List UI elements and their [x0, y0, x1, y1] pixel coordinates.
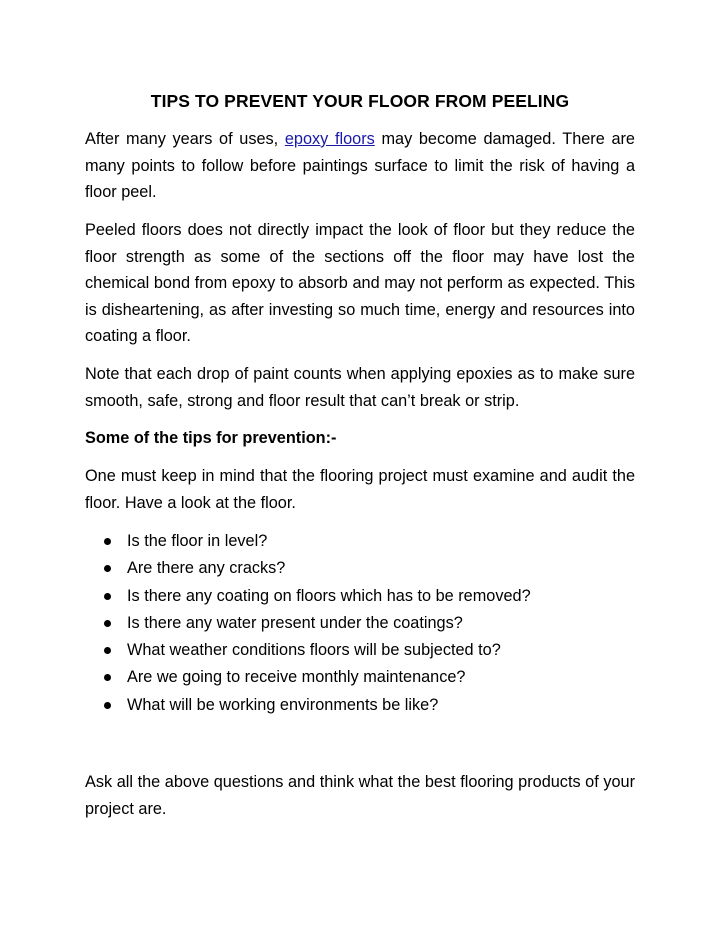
bullet-icon [104, 565, 111, 572]
bullet-icon [104, 593, 111, 600]
examine-floor-paragraph: One must keep in mind that the flooring project must examine and audit the floor. Have a look at the floor. [85, 467, 635, 512]
tips-subheading: Some of the tips for prevention:- [85, 429, 337, 447]
intro-text-end: may become damaged. There are many points to follow before paintings surface to limit the risk of having a floor peel. [85, 130, 635, 201]
bullet-icon [104, 702, 111, 709]
list-item [85, 555, 531, 582]
intro-paragraph [85, 126, 635, 206]
bullet-icon [104, 538, 111, 545]
closing-paragraph: Ask all the above questions and think what the best flooring products of your project are. [85, 773, 635, 818]
list-item [85, 664, 531, 691]
list-item [85, 528, 531, 555]
peeled-floors-paragraph: Peeled floors does not directly impact the look of floor but they reduce the floor strength as some of the sections off the floor may have lost the chemical bond from epoxy to absorb and may not perform as expected. This is disheartening, as after investing so much time, energy and resources into coating a floor. [85, 221, 635, 345]
intro-text-start: After many years of uses, [85, 130, 285, 148]
list-item-text: Are there any cracks? [127, 559, 286, 578]
bullet-icon [104, 620, 111, 627]
list-item-text: What will be working environments be like? [127, 695, 439, 714]
bullet-icon [104, 674, 111, 681]
list-item-text: Are we going to receive monthly maintenance? [127, 668, 466, 687]
list-item-text: Is the floor in level? [127, 532, 268, 550]
document-title: TIPS TO PREVENT YOUR FLOOR FROM PEELING [150, 91, 570, 111]
list-item [85, 583, 531, 610]
list-item [85, 692, 531, 719]
list-item [85, 637, 531, 664]
questions-list [85, 528, 531, 719]
list-item [85, 610, 531, 637]
paint-note-paragraph: Note that each drop of paint counts when applying epoxies as to make sure smooth, safe, strong and floor result that can’t break or strip. [85, 365, 635, 410]
list-item-text: Is there any coating on floors which has to be removed? [127, 586, 531, 605]
epoxy-floors-link[interactable]: epoxy floors [284, 130, 375, 148]
list-item-text: Is there any water present under the coatings? [127, 613, 463, 632]
list-item-text: What weather conditions floors will be subjected to? [127, 641, 501, 660]
bullet-icon [104, 647, 111, 654]
